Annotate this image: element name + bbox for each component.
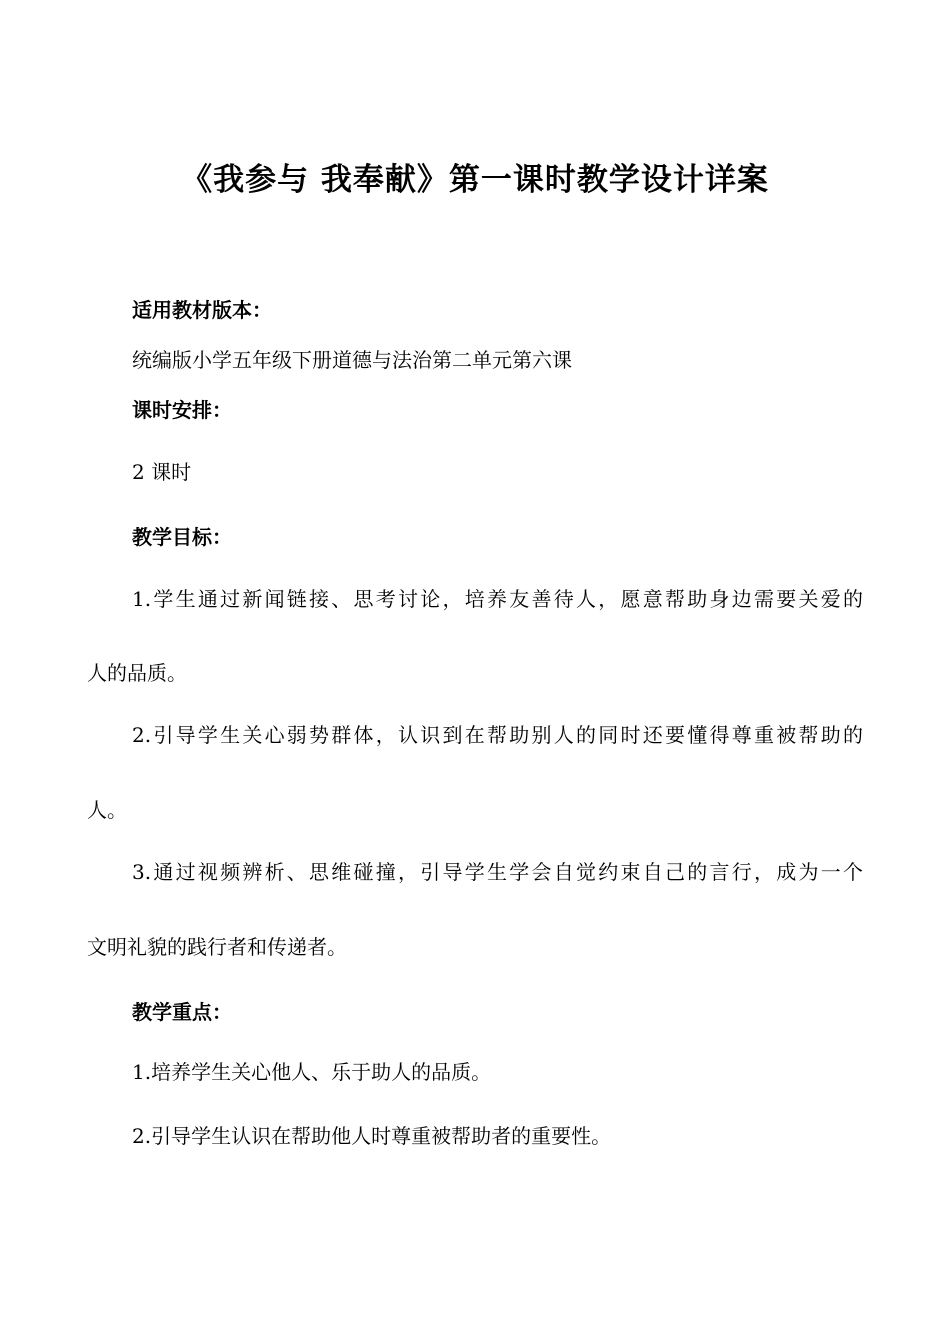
- document-title: 《我参与 我奉献》第一课时教学设计详案: [181, 162, 769, 198]
- objective-3-line2: 文明礼貌的践行者和传递者。: [87, 935, 347, 959]
- keypoint-2: 2.引导学生认识在帮助他人时尊重被帮助者的重要性。: [132, 1124, 612, 1148]
- keypoints-heading: 教学重点：: [132, 1000, 232, 1024]
- textbook-value: 统编版小学五年级下册道德与法治第二单元第六课: [132, 348, 572, 372]
- schedule-value: 2 课时: [132, 460, 192, 484]
- objective-1-line1: 1.学生通过新闻链接、思考讨论，培养友善待人，愿意帮助身边需要关爱的: [132, 587, 863, 611]
- textbook-heading: 适用教材版本：: [132, 298, 272, 322]
- objectives-heading: 教学目标：: [132, 525, 232, 549]
- schedule-heading: 课时安排：: [132, 398, 232, 422]
- objective-3-line1: 3.通过视频辨析、思维碰撞，引导学生学会自觉约束自己的言行，成为一个: [132, 860, 863, 884]
- objective-2-line1: 2.引导学生关心弱势群体，认识到在帮助别人的同时还要懂得尊重被帮助的: [132, 723, 863, 747]
- keypoint-1: 1.培养学生关心他人、乐于助人的品质。: [132, 1060, 492, 1084]
- objective-1-line2: 人的品质。: [87, 661, 187, 685]
- objective-2-line2: 人。: [87, 798, 127, 822]
